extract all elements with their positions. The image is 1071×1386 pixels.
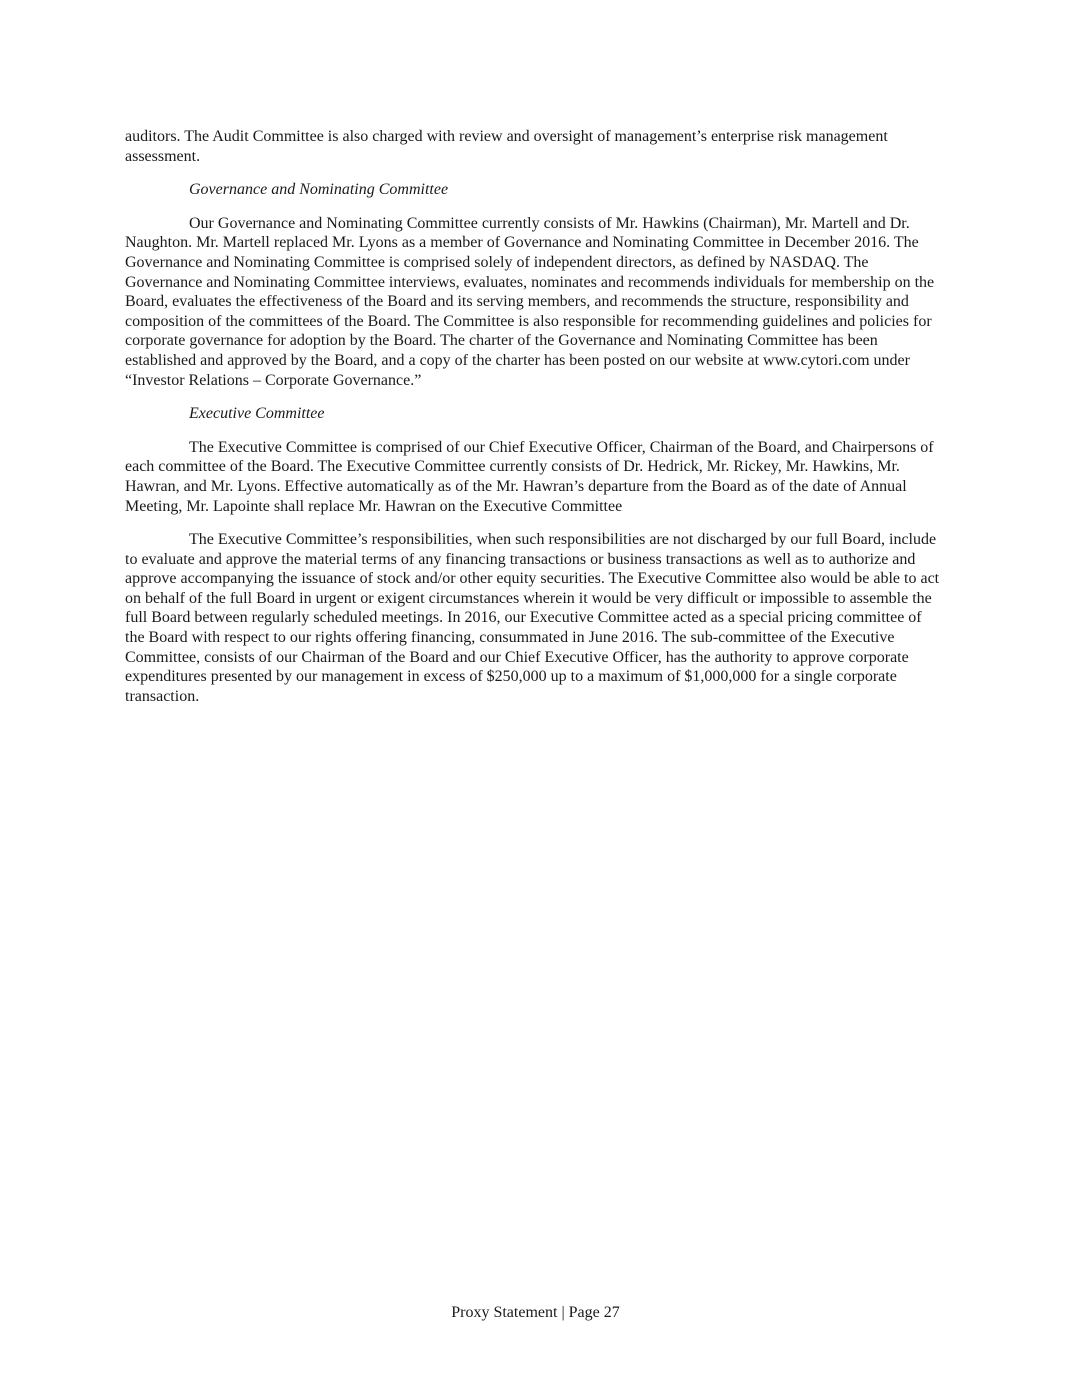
spacer — [125, 390, 943, 404]
executive-paragraph-2: The Executive Committee’s responsibilities, when such responsibilities are not discharged by our full Board, include to evaluate and approve the material terms of any financing transactions or business transactions as well as to authorize and approve accompanying the issuance of stock and/or other equity securities. The Executive Committee also would be able to act on behalf of the full Board in urgent or exigent circumstances wherein it would be very difficult or impossible to assemble the full Board between regularly scheduled meetings. In 2016, our Executive Committee acted as a special pricing committee of the Board with respect to our rights offering financing, consummated in June 2016. The sub-committee of the Executive Committee, consists of our Chairman of the Board and our Chief Executive Officer, has the authority to approve corporate expenditures presented by our management in excess of $250,000 up to a maximum of $1,000,000 for a single corporate transaction. — [125, 531, 940, 705]
executive-section-heading: Executive Committee — [189, 405, 325, 423]
governance-paragraph: Our Governance and Nominating Committee currently consists of Mr. Hawkins (Chairman), Mr. Martell and Dr. Naughton. Mr. Martell replaced Mr. Lyons as a member of Governance and Nominating Committee in December 2016. The Governance and Nominating Committee is comprised solely of independent directors, as defined by NASDAQ. The Governance and Nominating Committee interviews, evaluates, nominates and recommends individuals for membership on the Board, evaluates the effectiveness of the Board and its serving members, and recommends the structure, responsibility and composition of the committees of the Board. The Committee is also responsible for recommending guidelines and policies for corporate governance for adoption by the Board. The charter of the Governance and Nominating Committee has been established and approved by the Board, and a copy of the charter has been posted on our website at www.cytori.com under “Investor Relations – Corporate Governance.” — [125, 214, 935, 389]
governance-section-heading: Governance and Nominating Committee — [189, 181, 449, 199]
spacer — [125, 166, 943, 180]
spacer — [125, 424, 943, 438]
audit-committee-paragraph-continued: auditors. The Audit Committee is also charged with review and oversight of management’s enterprise risk management assessment. — [125, 128, 888, 165]
spacer — [125, 200, 943, 214]
document-body — [125, 127, 943, 706]
executive-paragraph-1: The Executive Committee is comprised of our Chief Executive Officer, Chairman of the Board, and Chairpersons of each committee of the Board. The Executive Committee currently consists of Dr. Hedrick, Mr. Rickey, Mr. Hawkins, Mr. Hawran, and Mr. Lyons. Effective automatically as of the Mr. Hawran’s departure from the Board as of the date of Annual Meeting, Mr. Lapointe shall replace Mr. Hawran on the Executive Committee — [125, 438, 934, 515]
page-footer: Proxy Statement | Page 27 — [451, 1304, 620, 1321]
spacer — [125, 516, 943, 530]
